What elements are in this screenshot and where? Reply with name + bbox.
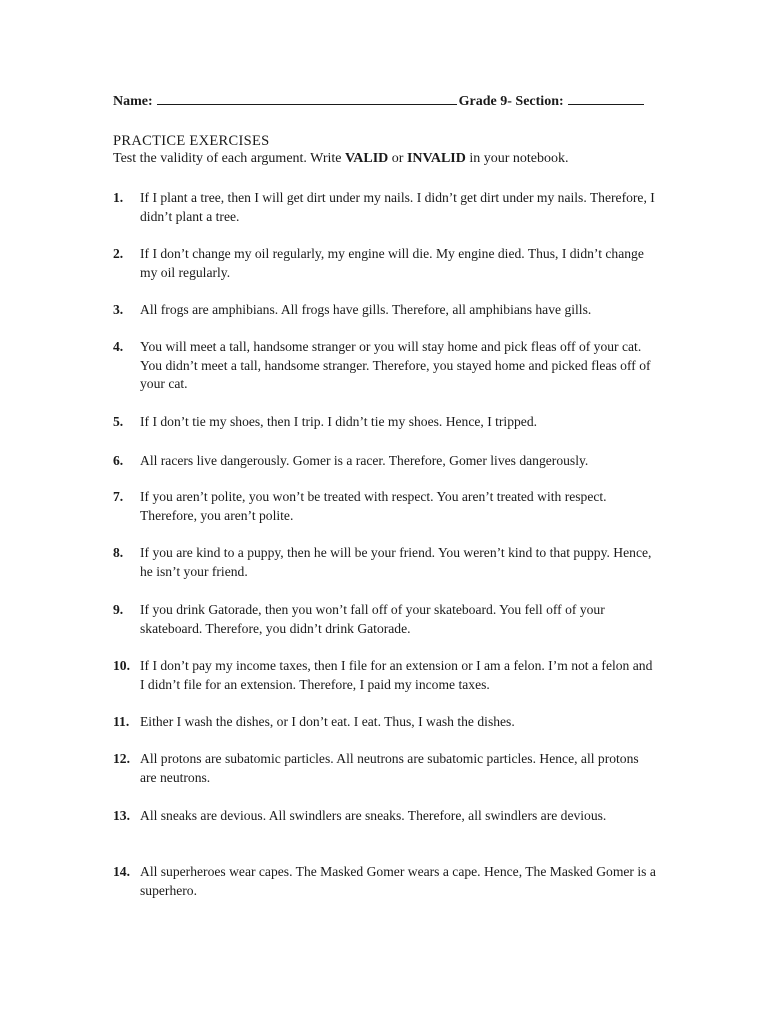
exercise-number: 10. — [113, 658, 130, 673]
exercise-text: If you drink Gatorade, then you won’t fall off of your skateboard. You fell off of your skateboard. Therefore, you didn’t drink Gatorade. — [140, 602, 605, 636]
exercise-item — [113, 601, 658, 638]
exercise-item — [113, 452, 658, 471]
exercise-text: If you are kind to a puppy, then he will be your friend. You weren’t kind to that puppy. Hence, he isn’t your friend. — [140, 545, 652, 579]
exercise-item — [113, 413, 658, 432]
exercise-number: 3. — [113, 302, 124, 317]
name-blank — [157, 92, 457, 105]
exercise-item — [113, 488, 658, 525]
exercise-number: 8. — [113, 545, 124, 560]
exercise-text: All frogs are amphibians. All frogs have gills. Therefore, all amphibians have gills. — [140, 302, 592, 317]
exercise-number: 11. — [113, 714, 130, 729]
exercise-number: 1. — [113, 190, 124, 205]
exercise-number: 6. — [113, 453, 124, 468]
exercise-item — [113, 189, 658, 226]
section-blank — [568, 92, 644, 105]
exercise-text: All racers live dangerously. Gomer is a racer. Therefore, Gomer lives dangerously. — [140, 453, 589, 468]
name-label: Name: — [113, 94, 153, 109]
grade-section-label: Grade 9- Section: — [458, 94, 564, 109]
exercise-number: 12. — [113, 751, 130, 766]
instructions-pre: Test the validity of each argument. Write — [113, 151, 345, 166]
exercise-item — [113, 863, 658, 900]
valid-keyword: VALID — [344, 151, 389, 166]
exercise-number: 13. — [113, 808, 130, 823]
exercise-number: 2. — [113, 246, 124, 261]
exercise-item — [113, 657, 658, 694]
exercise-text: All sneaks are devious. All swindlers are sneaks. Therefore, all swindlers are devious. — [140, 808, 607, 823]
exercise-text: If I don’t pay my income taxes, then I file for an extension or I am a felon. I’m not a felon and I didn’t file for an extension. Therefore, I paid my income taxes. — [140, 658, 653, 692]
exercise-item — [113, 338, 658, 394]
exercise-number: 14. — [113, 864, 130, 879]
exercise-item — [113, 807, 658, 826]
exercise-text: All protons are subatomic particles. All neutrons are subatomic particles. Hence, all protons are neutrons. — [140, 751, 639, 785]
instructions-mid: or — [388, 151, 407, 166]
exercise-text: If you aren’t polite, you won’t be treated with respect. You aren’t treated with respect. Therefore, you aren’t polite. — [140, 489, 607, 523]
exercise-text: If I plant a tree, then I will get dirt under my nails. I didn’t get dirt under my nails. Therefore, I didn’t plant a tree. — [140, 190, 655, 224]
header-row — [113, 92, 653, 110]
exercise-item — [113, 750, 658, 787]
exercise-number: 4. — [113, 339, 124, 354]
exercise-number: 7. — [113, 489, 124, 504]
page-title: PRACTICE EXERCISES — [113, 133, 270, 149]
exercise-item — [113, 713, 658, 732]
instructions — [113, 151, 569, 167]
exercise-number: 5. — [113, 414, 124, 429]
invalid-keyword: INVALID — [406, 151, 466, 166]
exercise-text: All superheroes wear capes. The Masked Gomer wears a cape. Hence, The Masked Gomer is a superhero. — [140, 864, 656, 898]
exercise-item — [113, 245, 658, 282]
exercise-number: 9. — [113, 602, 124, 617]
exercise-text: If I don’t change my oil regularly, my engine will die. My engine died. Thus, I didn’t change my oil regularly. — [140, 246, 644, 280]
exercise-text: You will meet a tall, handsome stranger or you will stay home and pick fleas off of your cat. You didn’t meet a tall, handsome stranger. Therefore, you stayed home and picked fleas off of your cat. — [140, 339, 651, 391]
instructions-post: in your notebook. — [465, 151, 569, 166]
exercise-text: If I don’t tie my shoes, then I trip. I didn’t tie my shoes. Hence, I tripped. — [140, 414, 538, 429]
exercise-text: Either I wash the dishes, or I don’t eat. I eat. Thus, I wash the dishes. — [140, 714, 515, 729]
exercise-item — [113, 301, 658, 320]
exercise-item — [113, 544, 658, 581]
